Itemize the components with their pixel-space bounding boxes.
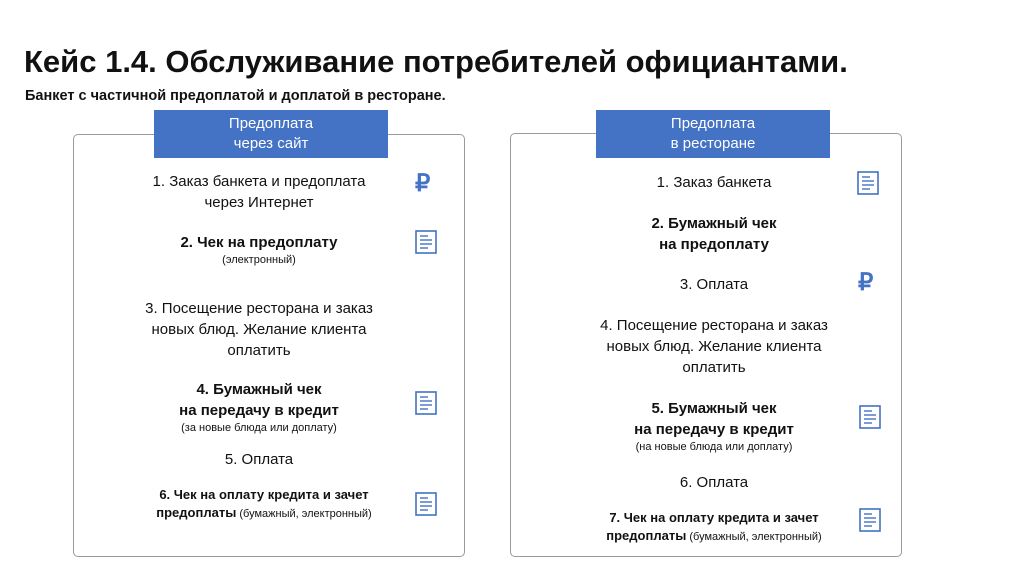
left-step-1-line-2: через Интернет — [204, 194, 314, 211]
right-step-7 — [569, 509, 859, 546]
header-line-2: через сайт — [233, 135, 309, 152]
right-step-4-line-2: новых блюд. Желание клиента — [606, 338, 822, 355]
left-step-3-line-3: оплатить — [227, 342, 291, 359]
left-step-2-note: (электронный) — [222, 254, 296, 266]
receipt-icon — [859, 405, 881, 429]
left-step-4-note: (за новые блюда или доплату) — [181, 422, 337, 434]
right-step-2-line-1: 2. Бумажный чек — [651, 215, 777, 232]
left-step-4 — [144, 379, 374, 435]
right-step-4 — [574, 315, 854, 378]
ruble-icon: ₽ — [415, 170, 431, 197]
left-step-1 — [144, 171, 374, 213]
left-step-6 — [119, 486, 409, 523]
page-title: Кейс 1.4. Обслуживание потребителей официантами. — [24, 44, 848, 79]
panel-prepay-website — [73, 115, 465, 557]
right-step-1: 1. Заказ банкета — [656, 174, 772, 191]
receipt-icon — [415, 391, 437, 415]
right-step-5 — [599, 398, 829, 454]
left-step-4-line-1: 4. Бумажный чек — [196, 381, 322, 398]
right-step-3: 3. Оплата — [679, 276, 749, 293]
panel-header-restaurant — [596, 110, 830, 158]
panel-prepay-restaurant — [510, 115, 902, 557]
receipt-icon — [415, 492, 437, 516]
right-step-7-bold: предоплаты — [606, 528, 687, 543]
right-step-2-line-2: на предоплату — [659, 236, 769, 253]
left-step-6-bold: предоплаты — [156, 505, 237, 520]
left-step-1-line-1: 1. Заказ банкета и предоплата — [152, 173, 366, 190]
receipt-icon — [859, 508, 881, 532]
ruble-icon: ₽ — [858, 269, 874, 296]
receipt-icon — [857, 171, 879, 195]
right-step-5-line-1: 5. Бумажный чек — [651, 400, 777, 417]
left-step-3-line-1: 3. Посещение ресторана и заказ — [145, 300, 373, 317]
left-step-2 — [144, 232, 374, 267]
panel-header-website — [154, 110, 388, 158]
right-step-7-note: (бумажный, электронный) — [686, 531, 822, 543]
left-step-2-label: 2. Чек на предоплату — [180, 234, 338, 251]
left-step-5: 5. Оплата — [224, 451, 294, 468]
right-step-7-line-1: 7. Чек на оплату кредита и зачет — [609, 510, 819, 525]
right-step-4-line-3: оплатить — [682, 359, 746, 376]
right-step-4-line-1: 4. Посещение ресторана и заказ — [600, 317, 828, 334]
left-step-6-note: (бумажный, электронный) — [236, 508, 372, 520]
right-step-5-line-2: на передачу в кредит — [634, 421, 794, 438]
right-step-2 — [609, 213, 819, 255]
header-line-1: Предоплата — [228, 115, 314, 132]
receipt-icon — [415, 230, 437, 254]
left-step-6-line-1: 6. Чек на оплату кредита и зачет — [159, 487, 369, 502]
page-subtitle: Банкет с частичной предоплатой и доплатой в ресторане. — [25, 88, 446, 104]
right-step-5-note: (на новые блюда или доплату) — [635, 441, 793, 453]
header-line-1: Предоплата — [670, 115, 756, 132]
left-step-3-line-2: новых блюд. Желание клиента — [151, 321, 367, 338]
header-line-2: в ресторане — [670, 135, 756, 152]
right-step-6: 6. Оплата — [679, 474, 749, 491]
left-step-3 — [129, 298, 389, 361]
left-step-4-line-2: на передачу в кредит — [179, 402, 339, 419]
